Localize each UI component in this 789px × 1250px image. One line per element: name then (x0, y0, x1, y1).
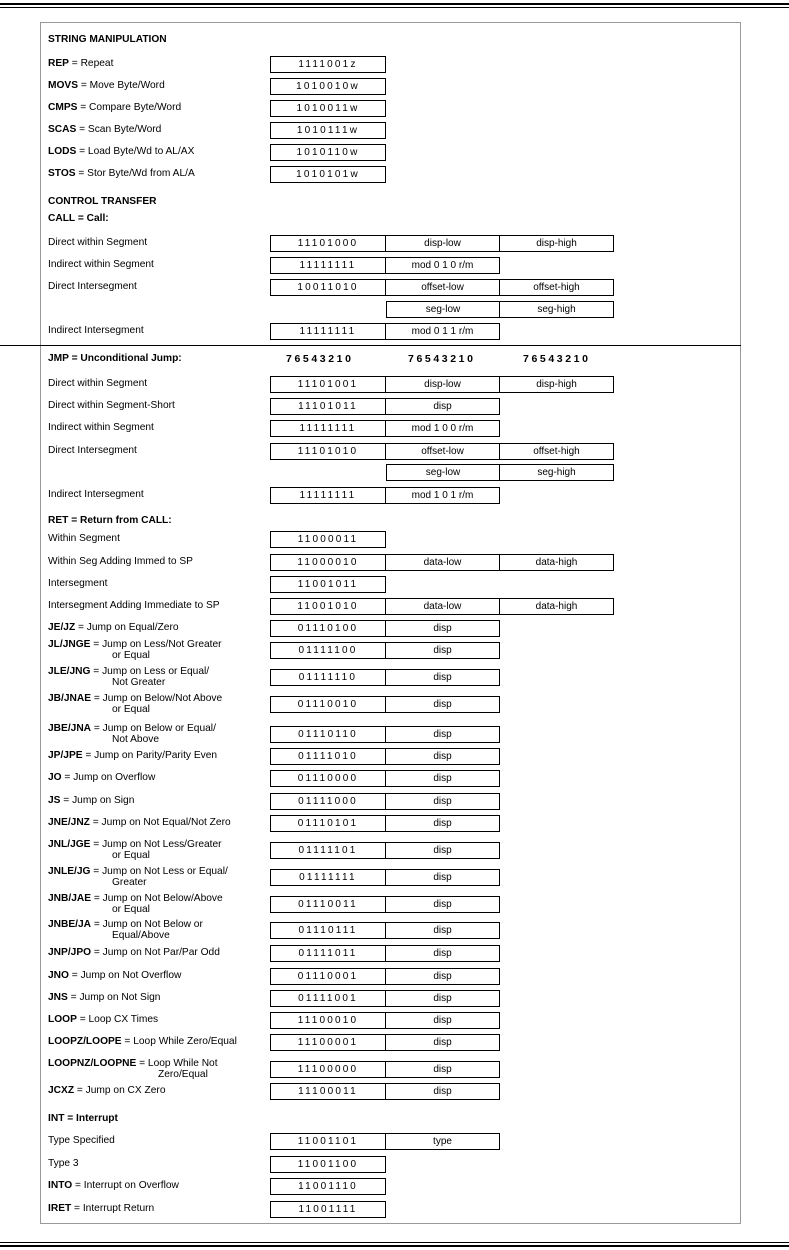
opcode-field: 11100000 (270, 1061, 386, 1078)
description: = Jump on Overflow (61, 772, 156, 783)
description: Direct Intersegment (48, 281, 137, 292)
section-header-control: CONTROL TRANSFER (48, 196, 157, 207)
description-continued: or Equal (112, 850, 150, 861)
mnemonic: JBE/JNA (48, 723, 92, 734)
opcode-field: 11000010 (270, 554, 386, 571)
instruction-label (48, 600, 220, 611)
description-continued: or Equal (112, 650, 150, 661)
description: = Jump on Below or Equal/ (91, 723, 216, 734)
description: = Jump on Less or Equal/ (90, 666, 210, 677)
description: = Compare Byte/Word (77, 102, 182, 113)
operand-field: disp (386, 968, 500, 985)
operand-field: disp (386, 642, 500, 659)
opcode-field: 1010010w (270, 78, 386, 95)
instruction-label (48, 378, 147, 389)
instruction-label (48, 1158, 79, 1169)
instruction-label (48, 533, 120, 544)
operand-field: mod 0 1 0 r/m (386, 257, 500, 274)
description: Type Specified (48, 1135, 115, 1146)
mnemonic: JNBE/JA (48, 919, 92, 930)
description: Intersegment (48, 578, 108, 589)
description: = Interrupt Return (71, 1203, 155, 1214)
top-rule (0, 3, 789, 5)
instruction-label (48, 1036, 237, 1047)
opcode-field: 11111111 (270, 323, 386, 340)
instruction-label (48, 1203, 154, 1214)
mnemonic: JB/JNAE (48, 693, 92, 704)
mnemonic: JL/JNGE (48, 639, 91, 650)
opcode-field: 11111111 (270, 257, 386, 274)
operand-field: disp (386, 896, 500, 913)
opcode-field: 11001100 (270, 1156, 386, 1173)
description: = Jump on Below/Not Above (91, 693, 223, 704)
description: Within Segment (48, 533, 120, 544)
instruction-label (48, 1014, 158, 1025)
section-divider (0, 345, 741, 346)
operand-field: disp (386, 398, 500, 415)
jmp-header: JMP = Unconditional Jump: (48, 353, 182, 364)
mnemonic: JNLE/JG (48, 866, 91, 877)
opcode-field: 01110100 (270, 620, 386, 637)
instruction-label (48, 1180, 179, 1191)
operand-field: disp (386, 1083, 500, 1100)
operand-field: disp-low (386, 376, 500, 393)
opcode-field: 01111110 (270, 669, 386, 686)
instruction-label (48, 556, 193, 567)
operand-field: disp (386, 620, 500, 637)
instruction-label (48, 970, 181, 981)
description: = Jump on Equal/Zero (75, 622, 179, 633)
opcode-field: 01111001 (270, 990, 386, 1007)
operand-field: mod 0 1 1 r/m (386, 323, 500, 340)
description: = Jump on Parity/Parity Even (82, 750, 218, 761)
opcode-field: 01111101 (270, 842, 386, 859)
top-rule-thin (0, 7, 789, 8)
instruction-label (48, 795, 134, 806)
instruction-label (48, 259, 154, 270)
operand-field: disp-high (500, 235, 614, 252)
operand-field: offset-high (500, 279, 614, 296)
description: = Jump on CX Zero (74, 1085, 166, 1096)
operand-field: disp (386, 945, 500, 962)
mnemonic: JNO (48, 970, 69, 981)
opcode-field: 11101010 (270, 443, 386, 460)
description: Direct within Segment (48, 378, 148, 389)
instruction-label (48, 422, 154, 433)
opcode-field: 11100001 (270, 1034, 386, 1051)
operand-field: disp (386, 696, 500, 713)
instruction-label (48, 693, 223, 715)
mnemonic: JCXZ (48, 1085, 75, 1096)
opcode-field: 01110001 (270, 968, 386, 985)
description: Direct within Segment (48, 237, 148, 248)
instruction-label (48, 817, 231, 828)
mnemonic: LODS (48, 146, 77, 157)
opcode-field: 11101011 (270, 398, 386, 415)
opcode-field: 01110010 (270, 696, 386, 713)
description: = Loop CX Times (76, 1014, 159, 1025)
operand-field: disp (386, 1012, 500, 1029)
opcode-field: 11000011 (270, 531, 386, 548)
opcode-field: 11100011 (270, 1083, 386, 1100)
mnemonic: LOOP (48, 1014, 77, 1025)
instruction-label (48, 866, 228, 888)
description-continued: or Equal (112, 704, 150, 715)
instruction-label (48, 489, 144, 500)
instruction-label (48, 146, 194, 157)
bit-numbers-2: 76543210 (408, 353, 476, 365)
description: = Jump on Not Less/Greater (90, 839, 222, 850)
bottom-rule-thin (0, 1242, 789, 1243)
description-continued: Not Above (112, 734, 160, 745)
opcode-field: 01111111 (270, 869, 386, 886)
instruction-label (48, 919, 203, 941)
mnemonic: JNL/JGE (48, 839, 91, 850)
instruction-label (48, 445, 137, 456)
instruction-label (48, 578, 107, 589)
mnemonic: JE/JZ (48, 622, 76, 633)
ret-header: RET = Return from CALL: (48, 515, 172, 526)
operand-field: seg-low (386, 464, 500, 481)
opcode-field: 11001010 (270, 598, 386, 615)
operand-field: seg-high (500, 464, 614, 481)
operand-field: disp (386, 748, 500, 765)
operand-field: disp (386, 669, 500, 686)
bit-numbers-3: 76543210 (523, 353, 591, 365)
description-continued: Zero/Equal (158, 1069, 208, 1080)
opcode-field: 10011010 (270, 279, 386, 296)
operand-field: disp (386, 815, 500, 832)
description: Direct within Segment-Short (48, 400, 175, 411)
opcode-field: 1010111w (270, 122, 386, 139)
operand-field: data-high (500, 598, 614, 615)
instruction-label (48, 281, 137, 292)
description: Indirect Intersegment (48, 325, 144, 336)
description: = Jump on Not Less or Equal/ (90, 866, 228, 877)
opcode-field: 11111111 (270, 420, 386, 437)
description-continued: Greater (112, 877, 147, 888)
mnemonic: REP (48, 58, 69, 69)
description: Intersegment Adding Immediate to SP (48, 600, 220, 611)
opcode-field: 1010101w (270, 166, 386, 183)
instruction-label (48, 622, 179, 633)
description: = Move Byte/Word (78, 80, 165, 91)
opcode-field: 01111000 (270, 793, 386, 810)
instruction-label (48, 1135, 115, 1146)
operand-field: seg-high (500, 301, 614, 318)
description: Direct Intersegment (48, 445, 137, 456)
bit-numbers-1: 76543210 (286, 353, 354, 365)
int-header: INT = Interrupt (48, 1113, 118, 1124)
mnemonic: INTO (48, 1180, 73, 1191)
description: = Load Byte/Wd to AL/AX (76, 146, 195, 157)
mnemonic: LOOPZ/LOOPE (48, 1036, 122, 1047)
operand-field: mod 1 0 0 r/m (386, 420, 500, 437)
operand-field: offset-low (386, 443, 500, 460)
description-continued: Equal/Above (112, 930, 170, 941)
operand-field: data-low (386, 598, 500, 615)
opcode-field: 01111010 (270, 748, 386, 765)
opcode-field: 01110101 (270, 815, 386, 832)
mnemonic: JO (48, 772, 62, 783)
instruction-label (48, 947, 220, 958)
description: = Jump on Not Below/Above (91, 893, 223, 904)
operand-field: type (386, 1133, 500, 1150)
opcode-field: 01110011 (270, 896, 386, 913)
description: Within Seg Adding Immed to SP (48, 556, 193, 567)
opcode-field: 01110000 (270, 770, 386, 787)
instruction-label (48, 772, 155, 783)
mnemonic: STOS (48, 168, 76, 179)
opcode-field: 01111011 (270, 945, 386, 962)
description-continued: or Equal (112, 904, 150, 915)
operand-field: disp (386, 990, 500, 1007)
description: = Jump on Not Equal/Not Zero (89, 817, 231, 828)
instruction-label (48, 750, 217, 761)
description: = Repeat (68, 58, 114, 69)
instruction-label (48, 1058, 218, 1080)
opcode-field: 11101000 (270, 235, 386, 252)
opcode-field: 11001101 (270, 1133, 386, 1150)
mnemonic: JS (48, 795, 61, 806)
instruction-label (48, 58, 113, 69)
description: = Jump on Not Par/Par Odd (91, 947, 220, 958)
description: Indirect within Segment (48, 422, 154, 433)
instruction-label (48, 124, 161, 135)
opcode-field: 01111100 (270, 642, 386, 659)
opcode-field: 11001011 (270, 576, 386, 593)
opcode-field: 01110110 (270, 726, 386, 743)
instruction-label (48, 839, 222, 861)
instruction-label (48, 400, 175, 411)
instruction-label (48, 102, 181, 113)
instruction-label (48, 992, 160, 1003)
operand-field: data-high (500, 554, 614, 571)
mnemonic: JLE/JNG (48, 666, 91, 677)
operand-field: disp (386, 842, 500, 859)
operand-field: disp-high (500, 376, 614, 393)
description: = Jump on Sign (60, 795, 135, 806)
description-continued: Not Greater (112, 677, 166, 688)
mnemonic: JNE/JNZ (48, 817, 90, 828)
mnemonic: IRET (48, 1203, 72, 1214)
description: = Loop While Zero/Equal (121, 1036, 237, 1047)
opcode-field: 11001111 (270, 1201, 386, 1218)
bottom-rule (0, 1245, 789, 1247)
instruction-label (48, 893, 223, 915)
section-header-string: STRING MANIPULATION (48, 34, 167, 45)
description: = Scan Byte/Word (76, 124, 162, 135)
mnemonic: LOOPNZ/LOOPNE (48, 1058, 137, 1069)
operand-field: disp (386, 922, 500, 939)
opcode-field: 11111111 (270, 487, 386, 504)
opcode-field: 11100010 (270, 1012, 386, 1029)
description: = Stor Byte/Wd from AL/A (75, 168, 195, 179)
operand-field: seg-low (386, 301, 500, 318)
operand-field: disp (386, 793, 500, 810)
instruction-label (48, 666, 210, 688)
operand-field: disp (386, 1034, 500, 1051)
mnemonic: JNP/JPO (48, 947, 92, 958)
description: = Loop While Not (136, 1058, 218, 1069)
description: = Jump on Not Overflow (68, 970, 182, 981)
instruction-label (48, 80, 165, 91)
mnemonic: MOVS (48, 80, 79, 91)
description: = Jump on Less/Not Greater (90, 639, 222, 650)
operand-field: mod 1 0 1 r/m (386, 487, 500, 504)
operand-field: offset-low (386, 279, 500, 296)
description: Indirect Intersegment (48, 489, 144, 500)
opcode-field: 1010110w (270, 144, 386, 161)
opcode-field: 1111001z (270, 56, 386, 73)
operand-field: disp (386, 726, 500, 743)
opcode-field: 01110111 (270, 922, 386, 939)
description: Type 3 (48, 1158, 79, 1169)
operand-field: disp (386, 869, 500, 886)
opcode-field: 1010011w (270, 100, 386, 117)
mnemonic: CMPS (48, 102, 78, 113)
mnemonic: JNS (48, 992, 68, 1003)
opcode-field: 11101001 (270, 376, 386, 393)
mnemonic: SCAS (48, 124, 77, 135)
instruction-label (48, 639, 222, 661)
operand-field: data-low (386, 554, 500, 571)
operand-field: disp-low (386, 235, 500, 252)
description: = Jump on Not Sign (67, 992, 161, 1003)
operand-field: disp (386, 770, 500, 787)
call-header: CALL = Call: (48, 213, 109, 224)
instruction-label (48, 1085, 166, 1096)
instruction-label (48, 237, 147, 248)
description: = Jump on Not Below or (91, 919, 203, 930)
operand-field: offset-high (500, 443, 614, 460)
description: Indirect within Segment (48, 259, 154, 270)
operand-field: disp (386, 1061, 500, 1078)
instruction-label (48, 168, 195, 179)
description: = Interrupt on Overflow (72, 1180, 179, 1191)
opcode-field: 11001110 (270, 1178, 386, 1195)
instruction-label (48, 325, 144, 336)
mnemonic: JP/JPE (48, 750, 83, 761)
instruction-label (48, 723, 216, 745)
mnemonic: JNB/JAE (48, 893, 92, 904)
